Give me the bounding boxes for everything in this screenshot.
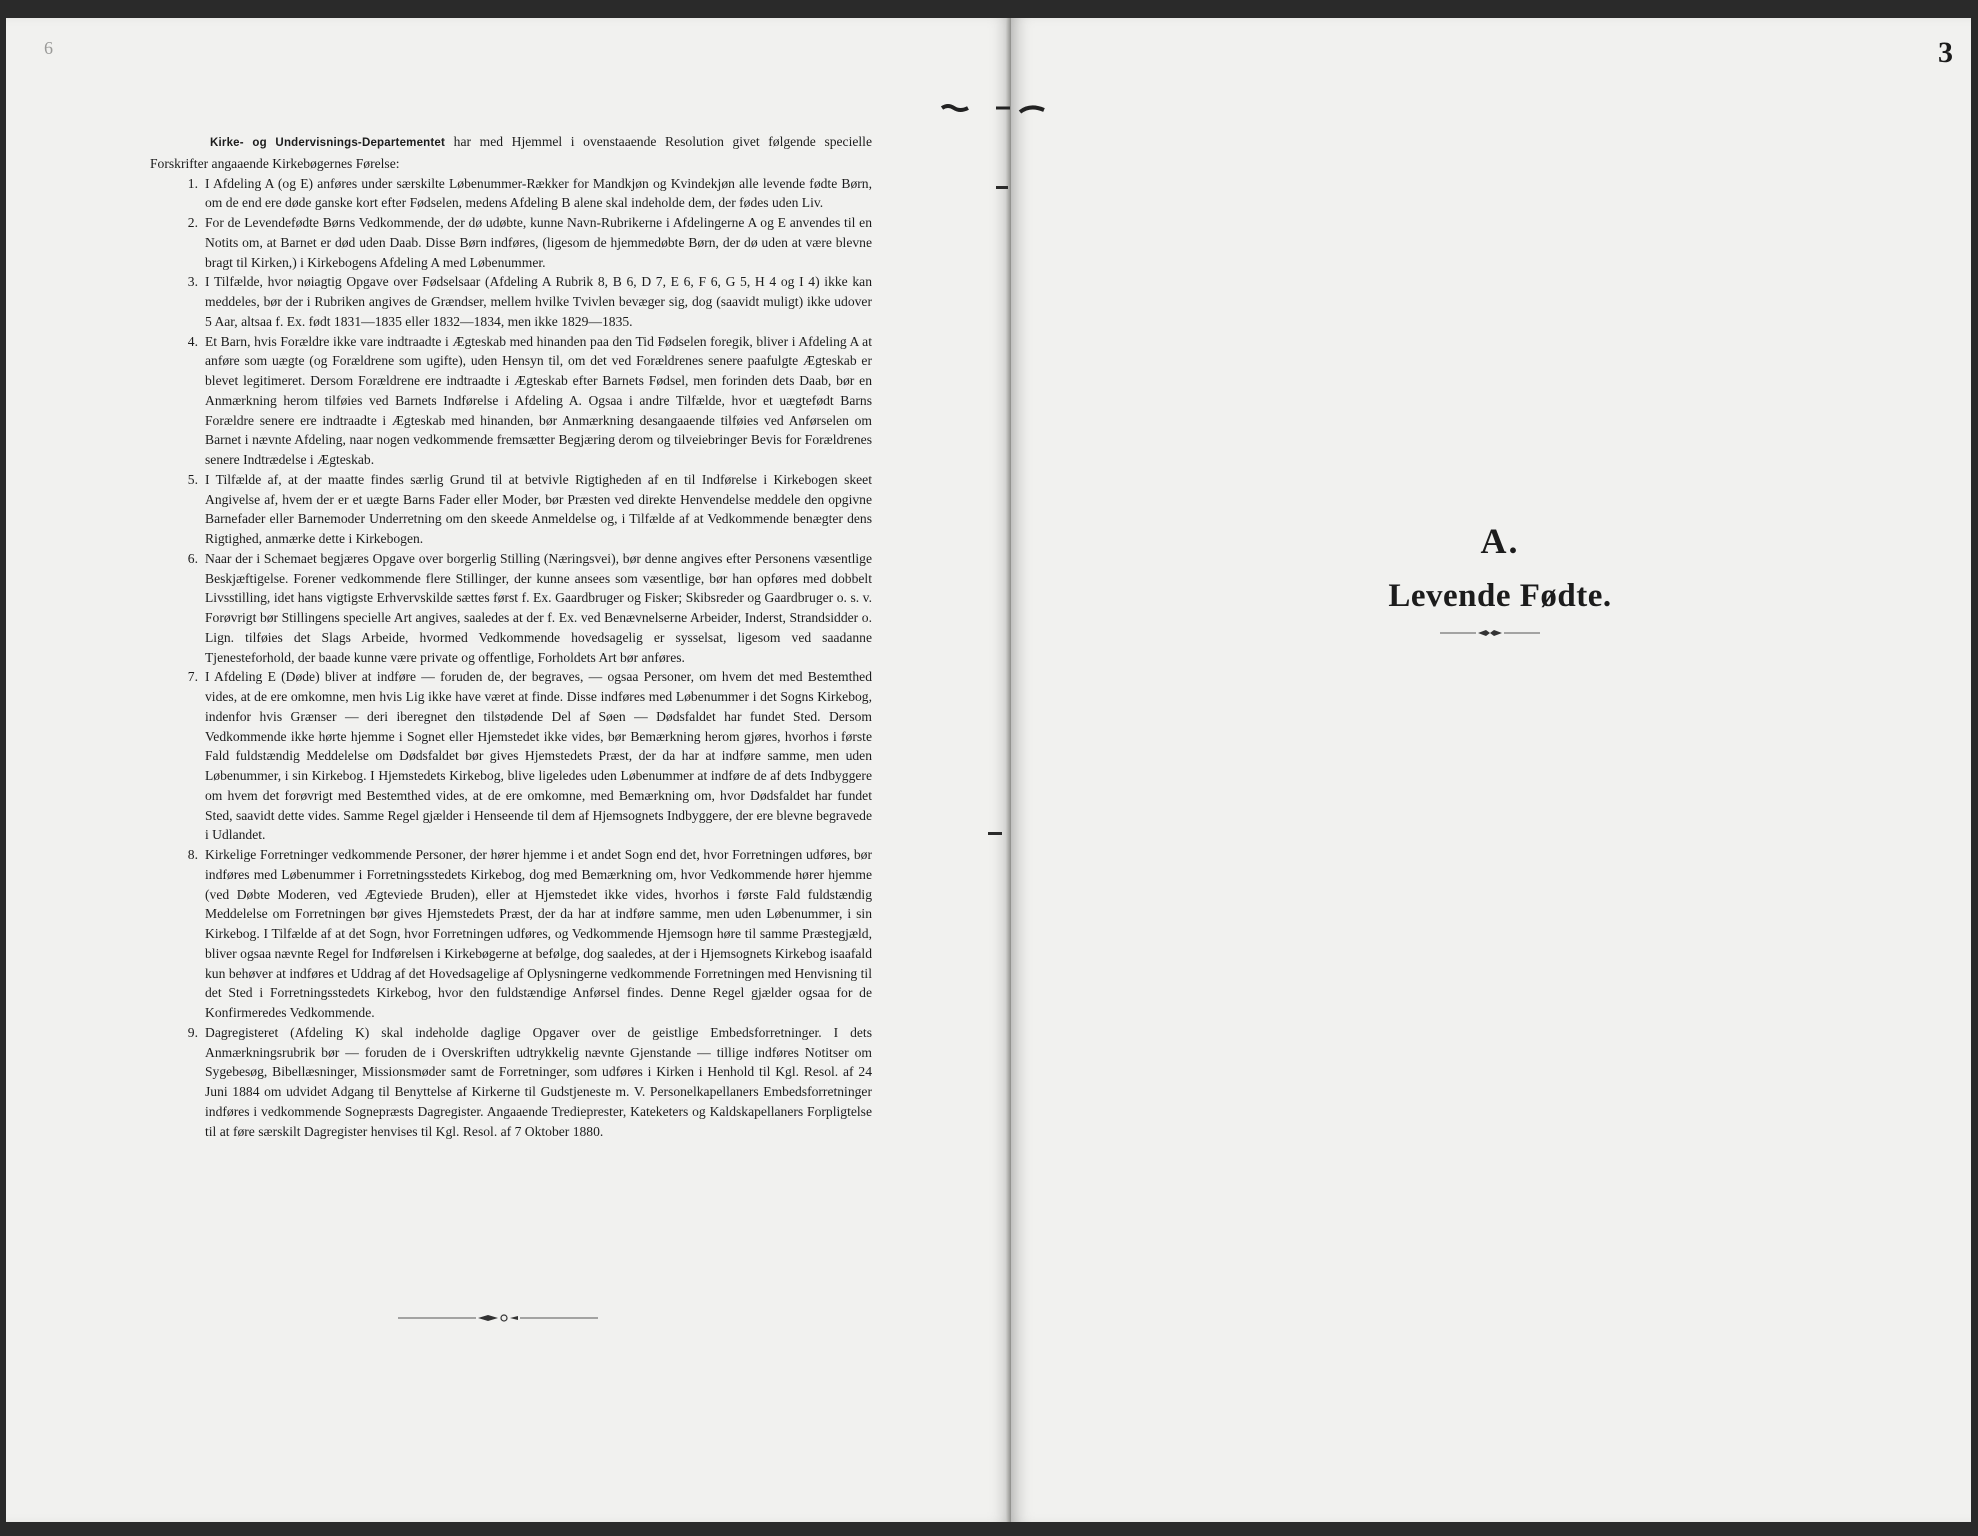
regulations-text <box>150 132 872 1141</box>
rule-text: For de Levendefødte Børns Vedkommende, der dø udøbte, kunne Navn-Rubrikerne i Afdelingerne A og E anvendes til en Notits om, at Barnet er død uden Daab. Disse Børn indføres, (ligesom de hjemmedøbte Børn, der dø uden at være blevne bragt til Kirken,) i Kirkebogens Afdeling A med Løbenummer. <box>205 215 872 270</box>
rule-item <box>150 549 872 668</box>
rule-number: 2. <box>187 215 198 230</box>
rule-text: Naar der i Schemaet begjæres Opgave over borgerlig Stilling (Næringsvei), bør denne angives efter Personens væsentlige Beskjæftigelse. Forener vedkommende flere Stillinger, der kunne ansees som væsentlige, bør han opføres med dobbelt Livsstilling, idet hans vigtigste Erhvervskilde sættes først f. Ex. Gaardbruger og Fisker; Skibsreder og Gaardbruger o. s. v. Forøvrigt bør Stillingens specielle Art angives, saaledes at der f. Ex. ved Benævnelserne Arbeider, Inderst, Strandsidder o. Lign. tilføies det Slags Arbeide, hvormed Vedkommende hovedsagelig er sysselsat, ligesom ved saadanne Tjenesteforhold, der baade kunne være private og offentlige, Forholdets Art bør anføres. <box>205 550 872 665</box>
right-page <box>1011 18 1971 1522</box>
rule-number: 9. <box>187 1024 198 1040</box>
rule-item <box>150 470 872 549</box>
intro-text: har med Hjemmel i ovenstaaende Resolution givet følgende specielle Forskrifter angaaende Kirkebøgernes Førelse: <box>150 134 872 171</box>
binding-mark-middle <box>988 832 1002 835</box>
rule-number: 6. <box>187 550 198 566</box>
rule-text: I Afdeling E (Døde) bliver at indføre — foruden de, der begraves, — ogsaa Personer, om hvem det med Bestemthed vides, at de ere omkomne, men hvis Lig ikke have været at finde. Disse indføres med Løbenummer i det Sogns Kirkebog, indenfor hvis Grænser — deri iberegnet den tilstødende Del af Søen — Dødsfaldet har fundet Sted. Dersom Vedkommende ikke hørte hjemme i Sognet eller Hjemstedet ikke vides, bør Bemærkning herom gjøres, hvorhos i første Fald fuldstændig Meddelelse om Dødsfaldet bør gives Hjemstedets Præst, der da har at indføre samme, men uden Løbenummer, i sin Kirkebog. I Hjemstedets Kirkebog, blive ligeledes uden Løbenummer at indføre de af dets Indbyggere om hvem det forøvrigt med Bestemthed vides, at de ere omkomne, med Bemærkning om, hvor Dødsfaldet har fundet Sted, saavidt dette vides. Samme Regel gjælder i Henseende til dem af Hjemsognets Indbyggere, der ere blevne begravede i Udlandet. <box>205 669 872 843</box>
rule-item <box>150 272 872 331</box>
section-title: Levende Fødte. <box>1388 578 1612 614</box>
intro-lead: Kirke- og Undervisnings-Departementet <box>210 137 446 149</box>
end-ornament <box>398 1312 598 1324</box>
rule-text: Kirkelige Forretninger vedkommende Personer, der hører hjemme i et andet Sogn end det, hvor Forretningen udføres, bør indføres med Løbenummer i Forretningsstedets Kirkebog, dog med Bemærkning om, hvor Vedkommende hører hjemme (ved Døbte Moderen, ved Ægteviede Bruden), eller at Hjemstedet ikke vides, hvorhos i første Fald fuldstændig Meddelelse om Forretningen bør gives Hjemstedets Præst, der da har at indføre samme, men uden Løbenummer, i sin Kirkebog. I Tilfælde af at det Sogn, hvor Forretningen udføres, og Vedkommende Hjemsogn høre til samme Præstegjæld, bliver ogsaa nævnte Regel for Indførelsen i Kirkebøgerne at befølge, dog saaledes, at der i Hjemsognets Kirkebog isaafald kun behøver at indføres et Uddrag af det Hovedsagelige af Oplysningerne vedkommende Forretningen med Henvisning til det Sted i Forretningsstedets Kirkebog, hvor den fuldstændige Anførsel findes. Denne Regel gjælder ogsaa for de Konfirmeredes Vedkommende. <box>205 847 872 1020</box>
section-letter: A. <box>1480 521 1520 561</box>
rule-number: 8. <box>187 847 198 862</box>
intro-paragraph <box>150 132 872 174</box>
rule-text: Et Barn, hvis Forældre ikke vare indtraadte i Ægteskab med hinanden paa den Tid Fødselen foregik, bliver i Afdeling A at anføre som uægte (og Forældrene som ugifte), uden Hensyn til, om det ved Forældrenes senere paafulgte Ægteskab er blevet legitimeret. Dersom Forældrene ere indtraadte i Ægteskab efter Barnets Fødsel, men forinden dets Daab, bør en Anmærkning herom tilføies ved Barnets Indførelse i Afdeling A. Ogsaa i andre Tilfælde, hvor et uægtefødt Barns Forældre senere ere indtraadte i Ægteskab med hinanden, bør Anmærkning desangaaende tilføies ved Anførselen om Barnet i nævnte Afdeling, naar nogen vedkommende fremsætter Begjæring derom og tilveiebringer Bevis for Forældrenes senere Indtrædelse i Ægteskab. <box>205 333 872 467</box>
rule-text: Dagregisteret (Afdeling K) skal indeholde daglige Opgaver over de geistlige Embedsforretninger. I dets Anmærkningsrubrik bør — foruden de i Overskriften udtrykkelig nævnte Gjenstande — tillige indføres Notitser om Sygebesøg, Bibellæsninger, Missionsmøder samt de Forretninger, som udføres i Kirken i Henhold til Kgl. Resol. af 24 Juni 1884 om udvidet Adgang til Benyttelse af Kirkerne til Gudstjeneste m. V. Personelkapellaners Embedsforretninger indføres i vedkommende Sognepræsts Dagregister. Angaaende Tredieprester, Kateketers og Kaldskapellaners Forpligtelse til at føre særskilt Dagregister henvises til Kgl. Resol. af 7 Oktober 1880. <box>205 1024 872 1139</box>
title-ornament <box>1440 627 1540 639</box>
rule-text: I Tilfælde, hvor nøiagtig Opgave over Fødselsaar (Afdeling A Rubrik 8, B 6, D 7, E 6, F 6, G 5, H 4 og I 4) ikke kan meddeles, bør der i Rubriken angives de Grændser, mellem hvilke Tvivlen bevæger sig, dog (saavidt muligt) ikke udover 5 Aar, altsaa f. Ex. født 1831—1835 eller 1832—1834, men ikke 1829—1835. <box>205 274 872 329</box>
rule-number: 1. <box>187 175 198 191</box>
rule-text: I Tilfælde af, at der maatte findes særlig Grund til at betvivle Rigtigheden af en til Indførelse i Kirkebogen skeet Angivelse af, hvem der er et uægte Barns Fader eller Moder, bør Præsten ved direkte Henvendelse meddele den opgivne Barnefader eller Barnemoder Underretning om den skeede Anmeldelse og, i Tilfælde af at Vedkommende benægter dens Rigtighed, anmærke dette i Kirkebogen. <box>205 471 872 546</box>
rule-number: 4. <box>187 333 198 349</box>
rule-item <box>150 213 872 272</box>
rule-number: 3. <box>187 274 198 290</box>
rule-item <box>150 1023 872 1142</box>
rule-number: 5. <box>187 471 198 487</box>
rule-item <box>150 332 872 470</box>
rule-text: I Afdeling A (og E) anføres under særskilte Løbenummer-Rækker for Mandkjøn og Kvindekjøn alle levende fødte Børn, om de end ere døde ganske kort efter Fødselen, medens Afdeling B alene skal indeholde dem, der fødes uden Liv. <box>205 175 872 211</box>
ink-marks <box>940 98 1050 120</box>
rule-item <box>150 845 872 1023</box>
rule-number: 7. <box>187 669 198 685</box>
binding-mark-top <box>996 186 1008 189</box>
rule-item <box>150 667 872 845</box>
rules-list <box>150 174 872 1142</box>
corner-mark: 6 <box>44 38 53 58</box>
page-number: 3 <box>1938 36 1953 69</box>
rule-item <box>150 174 872 214</box>
